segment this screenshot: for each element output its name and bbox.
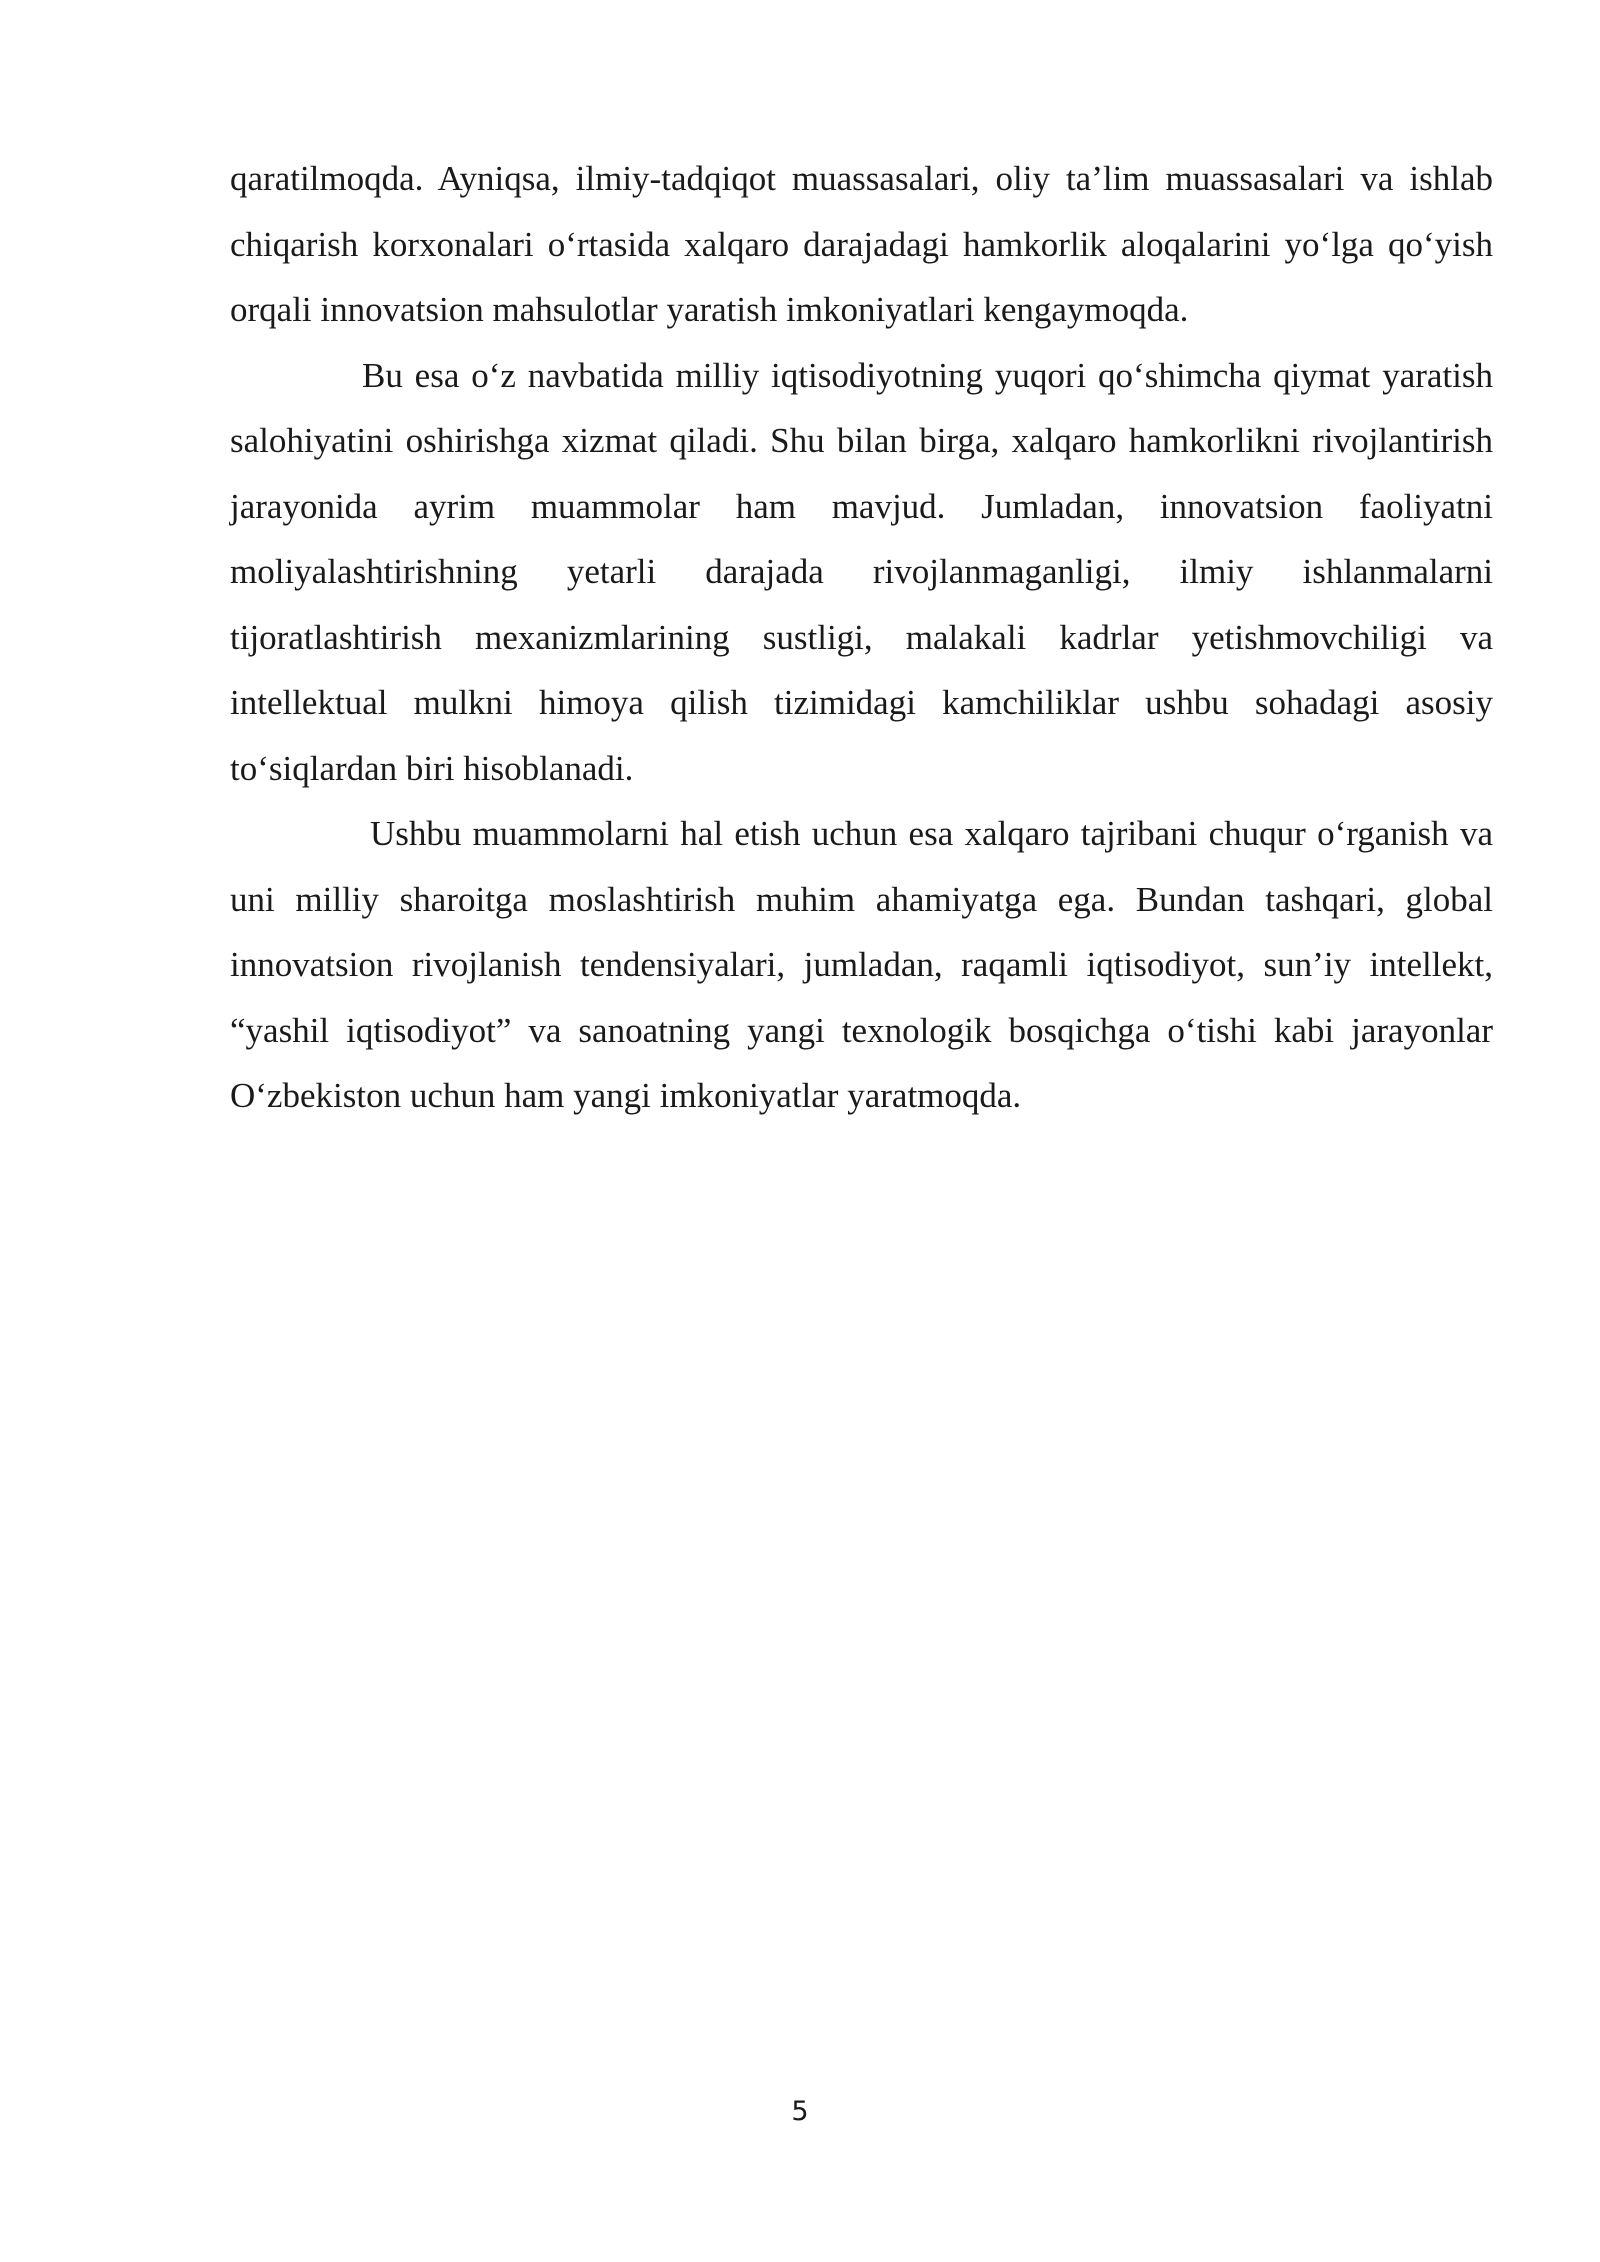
paragraph-1: qaratilmoqda. Ayniqsa, ilmiy-tadqiqot muassasalari, oliy ta’lim muassasalari va ishlab chiqarish korxonalari oʻrtasida xalqaro darajadagi hamkorlik aloqalarini yoʻlga qoʻyish orqali innovatsion mahsulotlar yaratish imkoniyatlari kengaymoqda. (230, 159, 1493, 329)
paragraph-2: Bu esa oʻz navbatida milliy iqtisodiyotning yuqori qoʻshimcha qiymat yaratish salohiyatini oshirishga xizmat qiladi. Shu bilan birga, xalqaro hamkorlikni rivojlantirish jarayonida ayrim muammolar ham mavjud. Jumladan, innovatsion faoliyatni moliyalashtirishning yetarli darajada rivojlanmaganligi, ilmiy ishlanmalarni tijoratlashtirish mexanizmlarining sustligi, malakali kadrlar yetishmovchiligi va intellektual mulkni himoya qilish tizimidagi kamchiliklar ushbu sohadagi asosiy toʻsiqlardan biri hisoblanadi. (230, 355, 1493, 788)
paragraph-3: Ushbu muammolarni hal etish uchun esa xalqaro tajribani chuqur oʻrganish va uni milliy sharoitga moslashtirish muhim ahamiyatga ega. Bundan tashqari, global innovatsion rivojlanish tendensiyalari, jumladan, raqamli iqtisodiyot, sun’iy intellekt, “yashil iqtisodiyot” va sanoatning yangi texnologik bosqichga oʻtishi kabi jarayonlar Oʻzbekiston uchun ham yangi imkoniyatlar yaratmoqda. (230, 814, 1493, 1115)
page-number: 5 (791, 2096, 809, 2127)
body-text (230, 146, 1493, 1129)
